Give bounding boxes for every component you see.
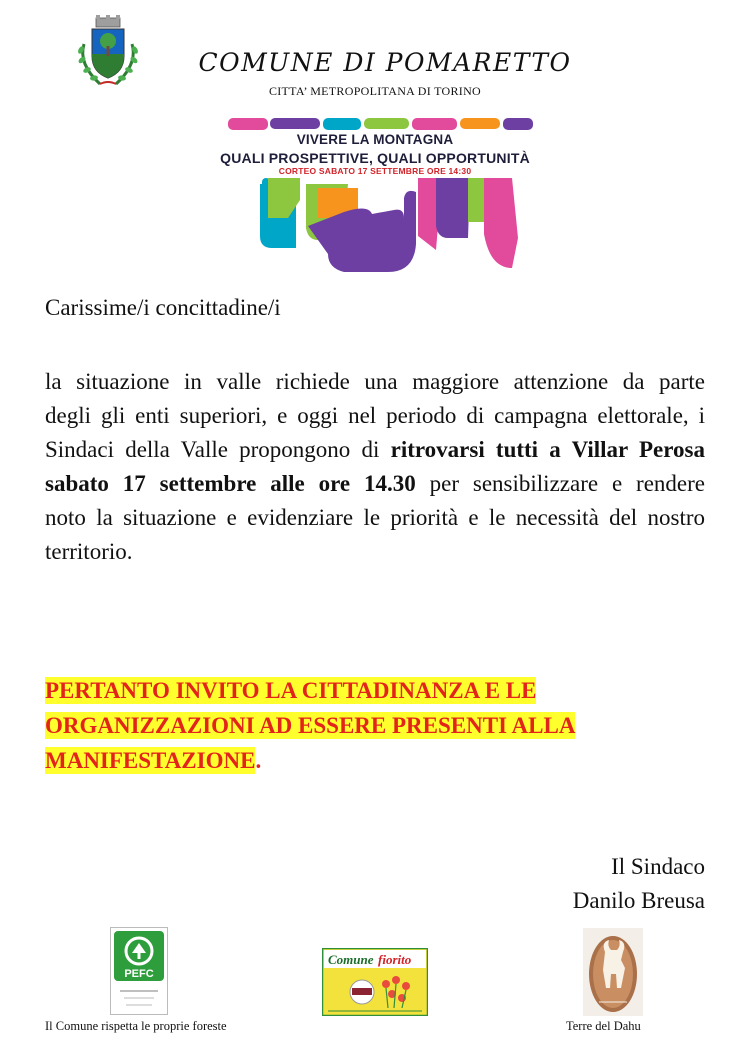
signature-role: Il Sindaco	[611, 854, 705, 879]
letter-body-emphasis: ritrovarsi tutti a Villar Perosa sabato 17 settembre alle ore 14.30	[45, 437, 705, 496]
appeal-highlighted: PERTANTO INVITO LA CITTADINANZA E LE ORGANIZZAZIONI AD ESSERE PRESENTI ALLA MANIFESTAZIONE	[45, 678, 576, 773]
page-subtitle: CITTA’ METROPOLITANA DI TORINO	[268, 84, 482, 98]
signature-name: Danilo Breusa	[572, 888, 705, 913]
comune-fiorito-logo-icon	[322, 948, 428, 1016]
terre-del-dahu-logo-icon	[583, 928, 643, 1016]
signature-block	[573, 850, 705, 918]
comune-fiorito-text-a: Comune	[328, 952, 374, 967]
footer-caption-dahu: Terre del Dahu	[566, 1019, 641, 1033]
banner-line-3: CORTEO SABATO 17 SETTEMBRE ORE 14:30	[278, 166, 472, 176]
municipal-crest-icon	[70, 14, 146, 90]
event-banner	[168, 118, 582, 272]
banner-line-1: VIVERE LA MONTAGNA	[296, 132, 454, 147]
letter-body-text-end: per sensibilizzare e rendere noto la situazione e evidenziare le priorità e le necessità del nostro territorio.	[45, 471, 706, 564]
pefc-logo-icon	[110, 927, 168, 1015]
comune-fiorito-text-b: fiorito	[378, 952, 412, 967]
appeal-text	[45, 673, 707, 778]
page-title: COMUNE DI POMARETTO	[198, 48, 572, 77]
footer-caption-forests: Il Comune rispetta le proprie foreste	[45, 1019, 227, 1033]
letter-body-text: la situazione in valle richiede una maggiore attenzione da parte degli gli enti superiori, e oggi nel periodo di campagna elettorale, i Sindaci della Valle propongono di	[45, 369, 705, 462]
greeting: Carissime/i concittadine/i	[45, 295, 281, 320]
appeal-period: .	[255, 748, 262, 773]
pefc-logo-text: PEFC	[124, 968, 154, 980]
letter-body	[45, 365, 705, 569]
banner-line-2: QUALI PROSPETTIVE, QUALI OPPORTUNITÀ	[220, 150, 530, 166]
